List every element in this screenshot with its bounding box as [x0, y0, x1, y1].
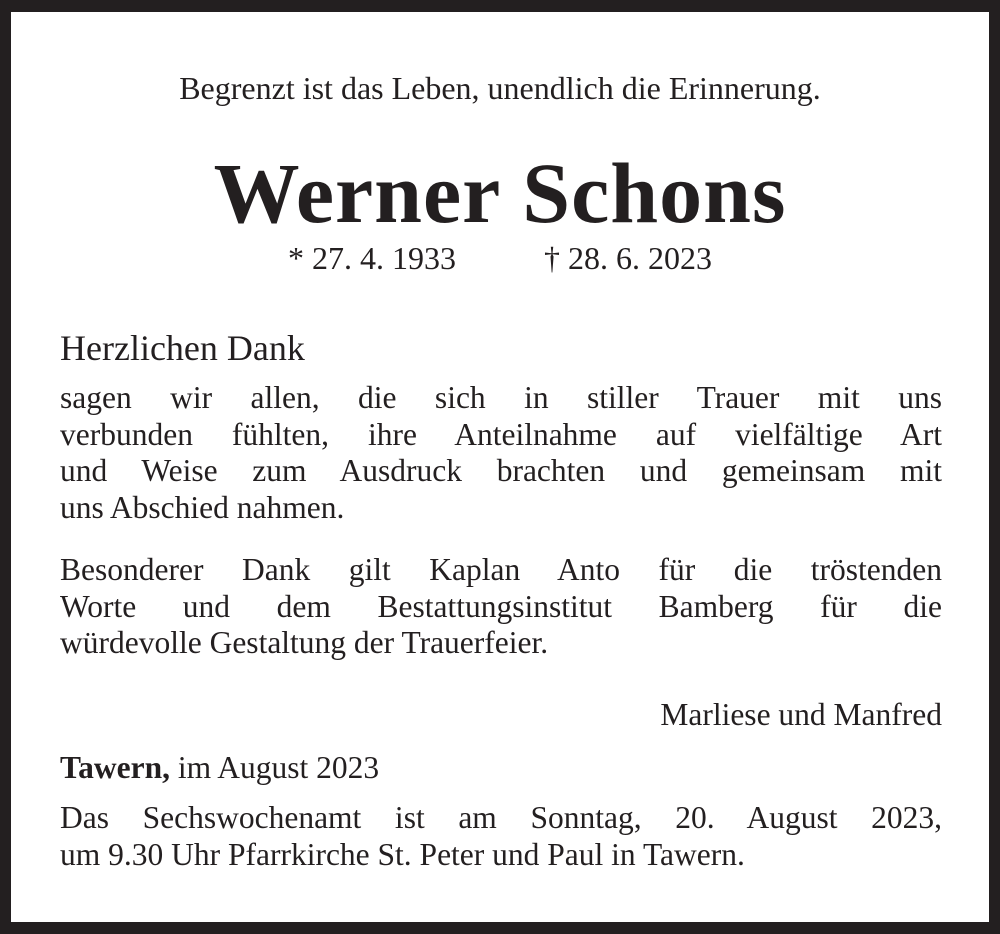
paragraph-line: uns Abschied nahmen.: [60, 489, 345, 525]
paragraph-line: Besonderer Dank gilt Kaplan Anto für die tröstenden: [60, 552, 942, 587]
special-thanks-paragraph: [60, 552, 942, 662]
paragraph-line: würdevolle Gestaltung der Trauerfeier.: [60, 625, 549, 660]
place-town: Tawern,: [60, 750, 170, 785]
paragraph-line: und Weise zum Ausdruck brachten und gemeinsam mit: [60, 453, 942, 488]
birth-date: 27. 4. 1933: [312, 240, 456, 276]
birth-star-icon: *: [288, 240, 304, 276]
motto-text: Begrenzt ist das Leben, unendlich die Erinnerung.: [179, 70, 821, 106]
thanks-paragraph: [60, 380, 942, 526]
memorial-mass-paragraph: [60, 800, 942, 873]
death-date: 28. 6. 2023: [568, 240, 712, 276]
deceased-name: Werner Schons: [213, 145, 787, 241]
place-and-date: [60, 748, 379, 788]
paragraph-line: um 9.30 Uhr Pfarrkirche St. Peter und Paul in Tawern.: [60, 836, 745, 872]
paragraph-line: Worte und dem Bestattungsinstitut Bamberg für die: [60, 588, 942, 624]
paragraph-line: sagen wir allen, die sich in stiller Trauer mit uns: [60, 380, 942, 415]
life-dates: [0, 238, 1000, 278]
place-date: im August 2023: [169, 750, 380, 785]
paragraph-line: verbunden fühlten, ihre Anteilnahme auf vielfältige Art: [60, 416, 942, 452]
thanks-heading: Herzlichen Dank: [60, 328, 305, 368]
signature: Marliese und Manfred: [660, 697, 942, 732]
paragraph-line: Das Sechswochenamt ist am Sonntag, 20. August 2023,: [60, 800, 942, 835]
death-cross-icon: †: [544, 240, 560, 276]
